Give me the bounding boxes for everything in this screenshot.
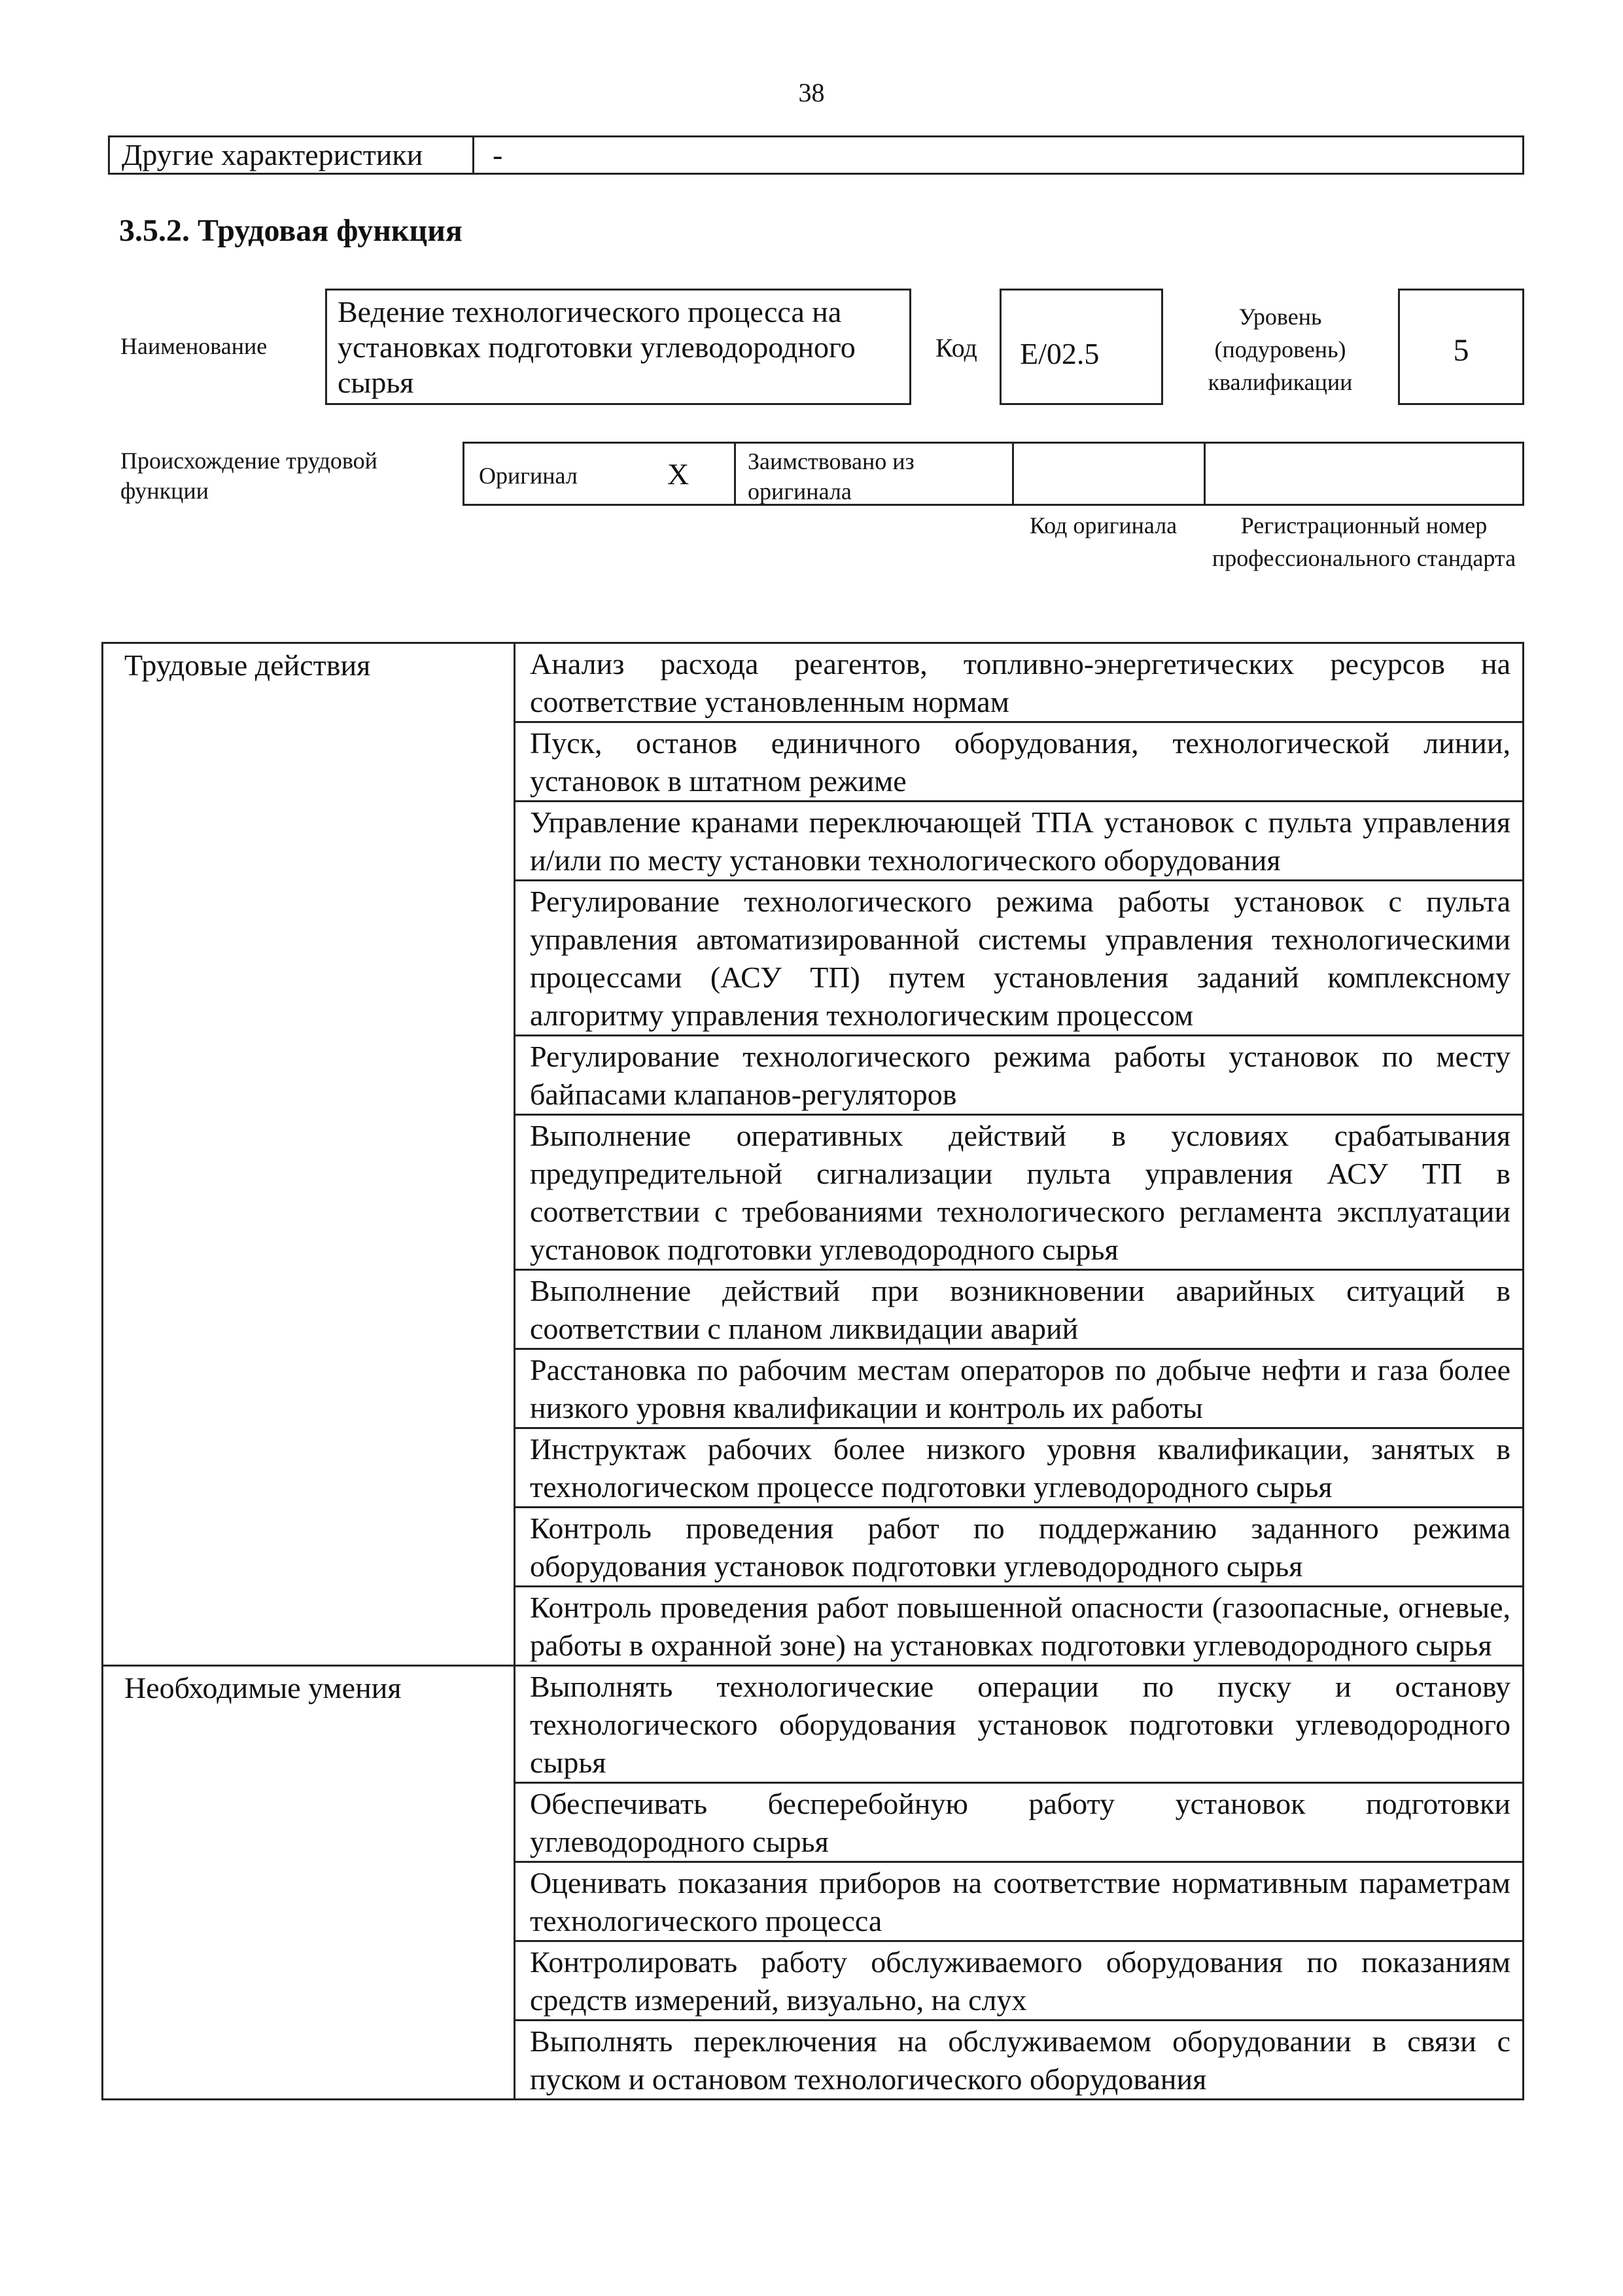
table-row [103,1115,1524,1270]
other-characteristics-value: - [493,138,503,171]
table-row [103,1941,1524,2021]
table-row [103,643,1524,722]
section-title-spacer [103,1428,515,1508]
table-cell-item: Инструктаж рабочих более низкого уровня квалификации, занятых в технологическом процессе подготовки углеводородного сырья [515,1428,1524,1508]
table-cell-item: Контролировать работу обслуживаемого оборудования по показаниям средств измерений, визуально, на слух [515,1941,1524,2021]
table-row [103,722,1524,802]
table-row [103,1428,1524,1508]
table-row [103,881,1524,1036]
section-title-spacer [103,1508,515,1587]
section-title-spacer [103,802,515,881]
origin-reg-number-cell [1206,444,1524,504]
section-title: Трудовые действия [103,643,515,722]
section-title-spacer [103,722,515,802]
table-row [103,1349,1524,1428]
table-cell-item: Контроль проведения работ по поддержанию заданного режима оборудования установок подготовки углеводородного сырья [515,1508,1524,1587]
table-row [103,2021,1524,2100]
table-row [103,1862,1524,1941]
table-row [103,1666,1524,1783]
section-title-spacer [103,1115,515,1270]
table-row [103,802,1524,881]
origin-original-cell [464,444,736,504]
table-cell-item: Управление кранами переключающей ТПА установок с пульта управления и/или по месту установки технологического оборудования [515,802,1524,881]
name-label: Наименование [120,333,268,359]
table-cell-item: Регулирование технологического режима работы установок по месту байпасами клапанов-регуляторов [515,1036,1524,1115]
table-cell-item: Выполнение оперативных действий в условиях срабатывания предупредительной сигнализации пульта управления АСУ ТП в соответствии с требованиями технологического регламента эксплуатации установок подготовки углеводородного сырья [515,1115,1524,1270]
code-original-caption: Код оригинала [1029,512,1178,539]
origin-table [462,442,1524,506]
table-cell-item: Обеспечивать бесперебойную работу установок подготовки углеводородного сырья [515,1783,1524,1862]
table-cell-item: Выполнять переключения на обслуживаемом оборудовании в связи с пуском и остановом технологического оборудования [515,2021,1524,2100]
origin-code-cell [1014,444,1206,504]
table-row [103,1783,1524,1862]
labor-function-table [101,642,1524,2100]
table-cell-item: Выполнение действий при возникновении аварийных ситуаций в соответствии с планом ликвидации аварий [515,1270,1524,1349]
page-number: 38 [798,78,825,107]
section-title: Необходимые умения [103,1666,515,1783]
code-label: Код [935,333,977,362]
table-row [103,1270,1524,1349]
other-characteristics-label: Другие характеристики [110,137,474,173]
section-title-spacer [103,1783,515,1862]
section-title-spacer [103,1270,515,1349]
section-title-spacer [103,1587,515,1666]
section-heading: 3.5.2. Трудовая функция [119,213,462,248]
table-cell-item: Пуск, останов единичного оборудования, технологической линии, установок в штатном режиме [515,722,1524,802]
table-cell-item: Расстановка по рабочим местам операторов по добыче нефти и газа более низкого уровня квалификации и контроль их работы [515,1349,1524,1428]
section-title-spacer [103,1349,515,1428]
table-row [103,1036,1524,1115]
section-title-spacer [103,1941,515,2021]
function-name-box: Ведение технологического процесса на установках подготовки углеводородного сырья [325,289,911,405]
original-label: Оригинал [479,463,578,489]
borrowed-label: Заимствовано из оригинала [748,448,915,504]
section-title-spacer [103,881,515,1036]
origin-borrowed-cell [736,444,1014,504]
other-characteristics-row [108,135,1524,175]
reg-number-caption: Регистрационный номер профессионального стандарта [1212,512,1516,571]
section-title-spacer [103,1862,515,1941]
table-cell-item: Анализ расхода реагентов, топливно-энергетических ресурсов на соответствие установленным нормам [515,643,1524,722]
table-row [103,1508,1524,1587]
original-mark: X [667,457,689,491]
table-row [103,1587,1524,1666]
table-cell-item: Оценивать показания приборов на соответствие нормативным параметрам технологического процесса [515,1862,1524,1941]
table-cell-item: Выполнять технологические операции по пуску и останову технологического оборудования установок подготовки углеводородного сырья [515,1666,1524,1783]
section-title-spacer [103,2021,515,2100]
table-cell-item: Контроль проведения работ повышенной опасности (газоопасные, огневые, работы в охранной зоне) на установках подготовки углеводородного сырья [515,1587,1524,1666]
section-title-spacer [103,1036,515,1115]
origin-label: Происхождение трудовой функции [120,448,377,504]
table-cell-item: Регулирование технологического режима работы установок с пульта управления автоматизированной системы управления технологическими процессами (АСУ ТП) путем установления заданий комплексному алгоритму управления технологическим процессом [515,881,1524,1036]
qualification-level-box: 5 [1398,289,1524,405]
qualification-level-label: Уровень (подуровень) квалификации [1208,304,1353,395]
function-code-box: E/02.5 [1000,289,1163,405]
